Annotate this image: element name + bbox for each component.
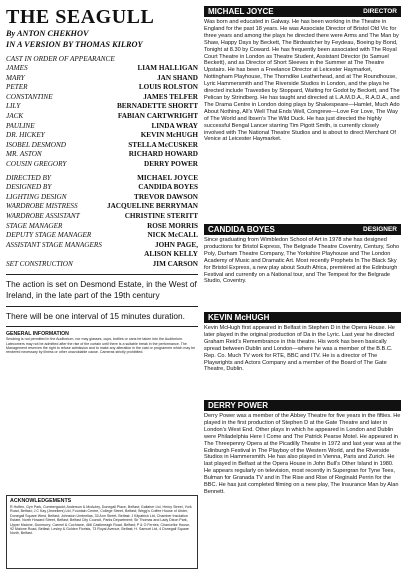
bio-header	[204, 6, 401, 17]
bio-text: Kevin McHugh first appeared in Belfast in Stephen D in the Opera House. He later played in the original production of Da in the Lyric. Last year he directed Graham Reid’s Remembrance in this theatre. His work has been basically spread between Dublin and London—where he was a member of the B.B.C. Rep. Co. Much TV work for RTE, BBC and ITV. He is a director of The Playwrights and Actors Company and a member of the Board of The Gate Theatre, Dublin.	[204, 325, 395, 373]
person-name: JAMES TELFER	[143, 92, 198, 101]
person-name: JACQUELINE BERRYMAN	[107, 202, 198, 211]
role-label: ISOBEL DESMOND	[6, 140, 66, 149]
person-name: ALISON KELLY	[144, 250, 198, 259]
role-label: LIGHTING DESIGN	[6, 192, 67, 201]
cast-row	[6, 64, 198, 74]
role-label: JAMES	[6, 64, 28, 72]
crew-row	[6, 174, 198, 184]
crew-row	[6, 260, 198, 270]
version-line: IN A VERSION BY THOMAS KILROY	[6, 40, 143, 49]
person-name: LIAM HALLIGAN	[137, 64, 198, 72]
crew-row	[6, 212, 198, 222]
bio-power	[204, 400, 401, 496]
role-label: PAULINE	[6, 121, 35, 130]
cast-row	[6, 74, 198, 84]
bio-header	[204, 400, 401, 411]
role-label: LILY	[6, 102, 21, 111]
role-label: WARDROBE MISTRESS	[6, 202, 78, 211]
bio-joyce	[204, 6, 401, 219]
bio-name: CANDIDA BOYES	[208, 225, 275, 234]
general-info-text: Smoking is not permitted in the Auditorium, nor may glasses, cups, bottles or cans be taken into the Auditorium. Latecomers may not be admitted after the rise of the curtain until there is a suitable break in the performance. The Management reserves the right to refuse admission and to make any alteration in the cast or programme which may be rendered necessary by illness or other unavoidable cause. Cameras strictly prohibited.	[6, 337, 196, 355]
cast-list	[6, 64, 198, 170]
person-name: ROSE MORRIS	[147, 221, 198, 230]
role-label: MR. ASTON	[6, 150, 42, 159]
role-label: DIRECTED BY	[6, 173, 51, 182]
setting-text: The action is set on Desmond Estate, in the West of Ireland, in the late part of the 19th century	[6, 279, 197, 301]
person-name: CANDIDA BOYES	[138, 183, 198, 192]
cast-row	[6, 112, 198, 122]
person-name: MICHAEL JOYCE	[137, 173, 198, 182]
divider	[6, 306, 198, 307]
bio-header	[204, 312, 401, 323]
person-name: CHRISTINE STERITT	[124, 211, 198, 220]
cast-row	[6, 131, 198, 141]
person-name: KEVIN McHUGH	[140, 131, 198, 140]
role-label: ASSISTANT STAGE MANAGERS	[6, 240, 102, 249]
person-name: FABIAN CARTWRIGHT	[117, 111, 198, 120]
bio-text: Was born and educated in Galway. He has been working in the Theatre in England for the past 18 years. He was Associate Director of Bristol Old Vic for three years and among the plays he directed there were Arms and The Man by Shaw, Happy Days by Beckett, The Birdwatcher by Feydeau, Boeing by Bond, Tonight at 8.30 by Coward. He has frequently been associated with The Royal Court Theatre in London as Theatre Student, Assistant Director (to Samuel Beckett), and as Director of Short Sleeves in the Summer at The Theatre Upstairs. He has been a Freelance Director at Leicester Haymarket, Nottingham Playhouse, The Thorndike Leatherhead, and at The Roundhouse, Lyric Hammersmith and The Riverside Studios in London, and the plays he directed include Travesties by Stoppard, Waiting for Godot by Beckett, and The Pelican by Strindberg. He has taught and directed at L.A.M.D.A., R.A.D.A., and The Drama Centre in London doing plays by Shakespeare—Hamlet, Much Ado About Nothing, All’s Well That Ends Well, Congreve—Love For Love, The Way of The World and Ibsen’s The Wild Duck. He has just directed the highly successful Bengal Lancer starring Tim Pigott Smith, is currently closely involved with The National Theatre Studios and is about to direct Merchant Of Venice at Leicester Haymarket.	[204, 19, 400, 143]
role-label: MARY	[6, 73, 25, 82]
bio-mchugh	[204, 312, 401, 395]
person-name: JOHN PAGE,	[155, 240, 198, 249]
right-column	[204, 6, 401, 496]
role-label: SET CONSTRUCTION	[6, 259, 73, 268]
crew-list	[6, 174, 198, 270]
cast-row	[6, 160, 198, 170]
role-label: CONSTANTINE	[6, 92, 53, 101]
acknowledgements-text: R Huffen, Gyn Park, Cumbergauld; Anderson & McAuley, Donegall Place, Belfast; Gallaher Ltd, Henry Street, York Road, Belfast; J C Kay (Jewellers) Ltd, Fountain Centre, College Street, Belfast; Wegg’s Coffee House of Ulster, Donegall Square West, Belfast; Johnston Umbrellas, 33 Ann Street, Belfast; J Kilpatrick Ltd, Chamber Insulation Estate, North Howard Street, Belfast; Belfast City Council, Parks Department; Sir Thomas and Lady Dixon Park, Upper Malone, Dunmurry; Carmel & Cochrane, 466 Castlereagh Road, Belfast; P & O Ferries, Chancellor House, 92 Malone Road, Belfast; Lesley & Golden Florists, 73 Royal Avenue, Belfast; H. Samuel Ltd, 4 Donegall Square North, Belfast.	[10, 505, 192, 536]
person-name: JIM CARSON	[152, 259, 198, 268]
person-name: NICK McCALL	[147, 231, 198, 240]
person-name: JAN SHAND	[157, 73, 198, 82]
bio-text: Since graduating from Wimbledon School of Art in 1978 she has designed productions for Bristol Express, The Belgrade Theatre Coventry, Century, Soho Poly, Durham Theatre Company, The Yorkshire Playhouse and The London Academy of Music and Dramatic Art. Most recently Prophets In The Black Sky for Bristol Express, a new play about South Africa, premièred at the Edinburgh Festival and currently on a National tour, and The Tempest for the Belgrade Studio, Coventry.	[204, 237, 400, 285]
crew-row	[6, 202, 198, 212]
bio-header	[204, 224, 401, 235]
role-label: DESIGNED BY	[6, 183, 52, 192]
person-name: LOUIS ROLSTON	[138, 83, 198, 92]
divider	[6, 326, 198, 327]
cast-row	[6, 141, 198, 151]
crew-row	[6, 193, 198, 203]
person-name: LINDA WRAY	[151, 121, 198, 130]
bio-boyes	[204, 224, 401, 307]
crew-row	[6, 241, 198, 251]
author-line: By ANTON CHEKHOV	[6, 29, 89, 38]
crew-row	[6, 231, 198, 241]
crew-row	[6, 183, 198, 193]
general-info-title: GENERAL INFORMATION	[6, 331, 69, 338]
bio-name: DERRY POWER	[208, 401, 269, 410]
role-label: DR. HICKEY	[6, 131, 45, 140]
cast-row	[6, 93, 198, 103]
role-label: DEPUTY STAGE MANAGER	[6, 231, 92, 240]
bio-name: KEVIN McHUGH	[208, 313, 270, 322]
cast-row	[6, 122, 198, 132]
cast-row	[6, 150, 198, 160]
person-name: RICHARD HOWARD	[128, 150, 198, 159]
person-name: DERRY POWER	[144, 159, 198, 168]
cast-row	[6, 102, 198, 112]
interval-text: There will be one interval of 15 minutes duration.	[6, 310, 185, 321]
person-name: STELLA McCUSKER	[128, 140, 198, 149]
bio-text: Derry Power was a member of the Abbey Theatre for five years in the fifties. He played in the first production of Stephen D at the Gate Theatre and later in London’s West End. Other plays in which he appeared in London and Dublin were Philadelphia Here I Come and The Patrick Pearse Motel. He appeared in The Threepenny Opera at the Picadilly Theatre in 1972 and last year was at the Edinburgh Festival in The Playboy of the Western World, and the Riverside Studios in Hammersmith. He has also played in Vienna, Paris and Zurich. He last played in Belfast at the Opera House in John Bull’s Other Island in 1980. He appears regularly on television, most recently in Supergran for Tyne Tees, Bulman for Granada TV and in The Rise and Rise of Reginald Perrin for the BBC. He has just completed filming on a new play, The Insurance Man by Alan Bennett.	[204, 413, 401, 495]
crew-row	[6, 222, 198, 232]
divider	[6, 274, 198, 275]
bio-name: MICHAEL JOYCE	[208, 7, 274, 16]
acknowledgements-box	[6, 495, 198, 569]
acknowledgements-title: ACKNOWLEDGEMENTS	[10, 498, 72, 504]
left-column	[6, 6, 198, 355]
role-label: WARDROBE ASSISTANT	[6, 211, 80, 220]
role-label: JACK	[6, 111, 24, 120]
cast-row	[6, 83, 198, 93]
person-name: BERNADETTE SHORTT	[116, 102, 198, 111]
person-name: TREVOR DAWSON	[134, 192, 198, 201]
bio-role: DESIGNER	[363, 226, 397, 233]
bio-role: DIRECTOR	[363, 8, 397, 15]
role-label: PETER	[6, 83, 28, 92]
crew-row	[6, 250, 198, 260]
role-label: COUSIN GREGORY	[6, 159, 67, 168]
role-label: STAGE MANAGER	[6, 221, 63, 230]
play-title: THE SEAGULL	[6, 6, 155, 28]
cast-heading: CAST IN ORDER OF APPEARANCE	[6, 55, 115, 63]
